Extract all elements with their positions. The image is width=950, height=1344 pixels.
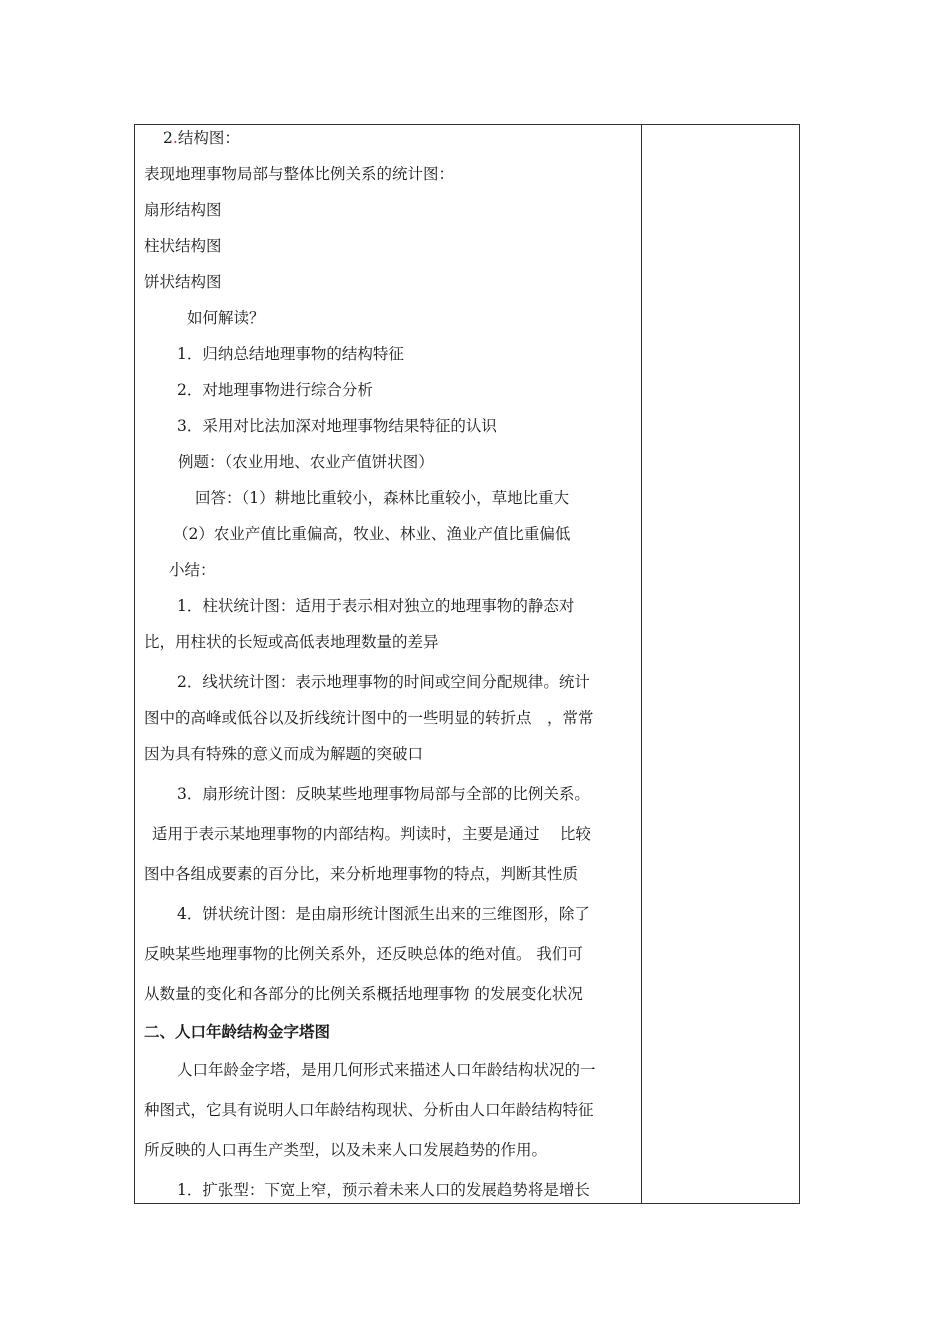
text-line: 反映某些地理事物的比例关系外，还反映总体的绝对值。 我们可 [144,945,583,963]
text-line: 2.结构图： [163,129,240,147]
text-line: 种图式，它具有说明人口年龄结构现状、分析由人口年龄结构特征 [144,1101,594,1119]
text-line: 如何解读？ [187,309,265,327]
text-line: 3．采用对比法加深对地理事物结果特征的认识 [177,417,497,435]
text-line: 例题：（农业用地、农业产值饼状图） [178,453,434,471]
section-heading: 二、人口年龄结构金字塔图 [144,1022,331,1041]
text-line: 图中的高峰或低谷以及折线统计图中的一些明显的转折点 ，常常 [144,709,594,727]
document-table [134,124,800,1204]
text-line: 2．线状统计图：表示地理事物的时间或空间分配规律。统计 [177,673,590,691]
text-line: 因为具有特殊的意义而成为解题的突破口 [144,745,424,763]
text-line: 1．扩张型：下宽上窄，预示着未来人口的发展趋势将是增长 [177,1181,590,1199]
text-line: 1．归纳总结地理事物的结构特征 [177,345,404,363]
text-line: 饼状结构图 [144,273,222,291]
text-line: 比，用柱状的长短或高低表地理数量的差异 [144,633,439,651]
text-line: 1．柱状统计图：适用于表示相对独立的地理事物的静态对 [177,597,575,615]
text-line: 4．饼状统计图：是由扇形统计图派生出来的三维图形，除了 [177,905,590,923]
text-line: （2）农业产值比重偏高，牧业、林业、渔业产值比重偏低 [173,525,571,543]
text-line: 图中各组成要素的百分比，来分析地理事物的特点，判断其性质 [144,865,579,883]
content-cell [135,125,641,1203]
text-line: 所反映的人口再生产类型，以及未来人口发展趋势的作用。 [144,1141,548,1159]
notes-cell [642,125,799,1203]
text-line: 人口年龄金字塔，是用几何形式来描述人口年龄结构状况的一 [177,1061,596,1079]
text-line: 表现地理事物局部与整体比例关系的统计图： [144,165,455,183]
text-line: 扇形结构图 [144,201,222,219]
text-line: 柱状结构图 [144,237,222,255]
text-line: 3．扇形统计图：反映某些地理事物局部与全部的比例关系。 [177,785,590,803]
text-line: 2．对地理事物进行综合分析 [177,381,373,399]
text-line: 适用于表示某地理事物的内部结构。判读时，主要是通过 比较 [152,825,591,843]
text-line: 回答：（1）耕地比重较小，森林比重较小，草地比重大 [195,489,570,507]
text-line: 从数量的变化和各部分的比例关系概括地理事物 的发展变化状况 [144,985,583,1003]
text-line: 小结： [169,561,216,579]
